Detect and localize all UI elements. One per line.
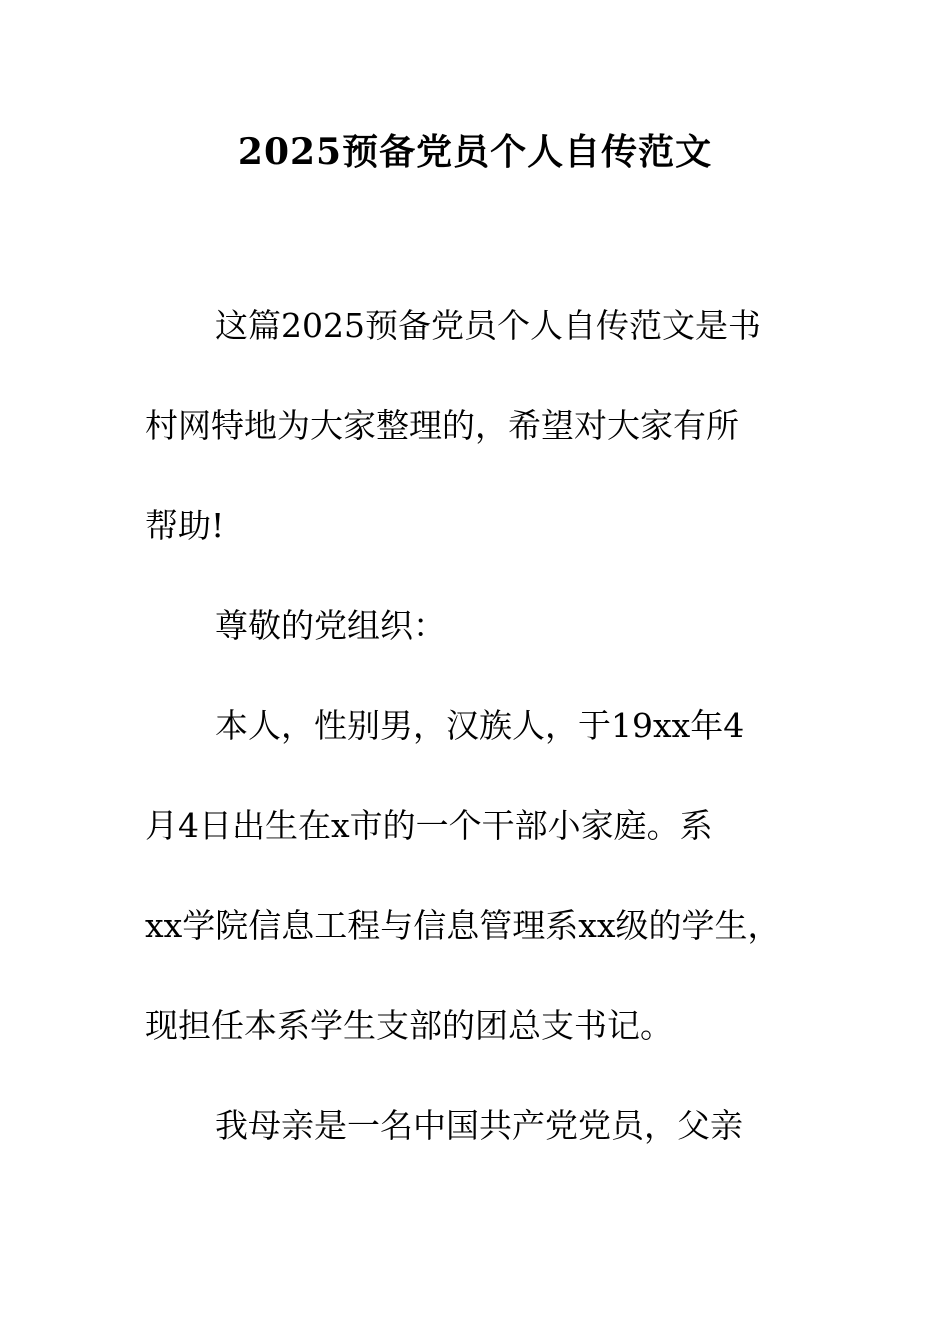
paragraph-line: 这篇2025预备党员个人自传范文是书 bbox=[215, 306, 761, 345]
paragraph-line: 尊敬的党组织： bbox=[215, 606, 446, 645]
paragraph-line: 村网特地为大家整理的，希望对大家有所 bbox=[145, 406, 739, 445]
paragraph-line: 现担任本系学生支部的团总支书记。 bbox=[145, 1006, 673, 1045]
document-title: 2025预备党员个人自传范文 bbox=[237, 131, 713, 173]
paragraph-line: 月4日出生在x市的一个干部小家庭。系 bbox=[145, 806, 713, 845]
paragraph-line: 本人，性别男，汉族人，于19xx年4 bbox=[215, 706, 745, 745]
paragraph-line: 帮助! bbox=[145, 506, 225, 545]
paragraph-line: 我母亲是一名中国共产党党员，父亲 bbox=[215, 1106, 743, 1145]
paragraph-line: xx学院信息工程与信息管理系xx级的学生， bbox=[145, 906, 781, 945]
